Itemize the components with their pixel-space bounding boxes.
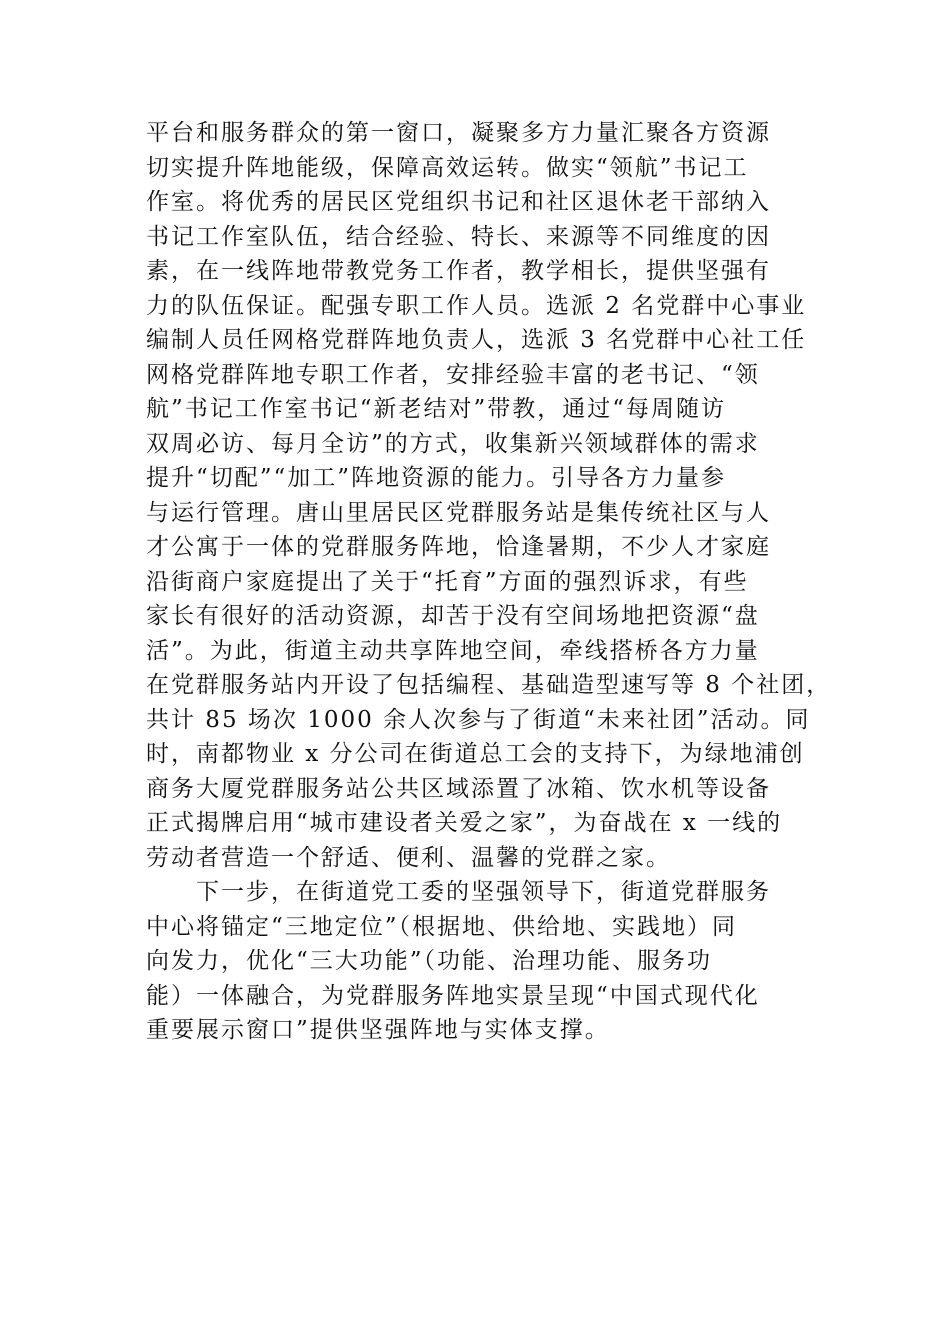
paragraph xyxy=(146,116,832,875)
document-body xyxy=(146,116,832,1048)
text-line: 平台和服务群众的第一窗口，凝聚多方力量汇聚各方资源 xyxy=(146,120,771,146)
text-line: 劳动者营造一个舒适、便利、温馨的党群之家。 xyxy=(146,844,671,871)
text-line: 下一步，在街道党工委的坚强领导下，街道党群服务 xyxy=(196,879,771,905)
text-line: 双周必访、每月全访”的方式，收集新兴领域群体的需求 xyxy=(146,430,760,457)
text-line: 正式揭牌启用“城市建设者关爱之家”，为奋战在 x 一线的 xyxy=(146,810,783,836)
text-line: 共计 85 场次 1000 余人次参与了街道“未来社团”活动。同 xyxy=(146,706,811,733)
text-line: 活”。为此，街道主动共享阵地空间，牵线搭桥各方力量 xyxy=(146,637,760,664)
text-line: 时，南都物业 x 分公司在街道总工会的支持下，为绿地浦创 xyxy=(146,741,805,767)
text-line: 书记工作室队伍，结合经验、特长、来源等不同维度的因 xyxy=(146,223,771,250)
text-line: 向发力，优化“三大功能”（功能、治理功能、服务功 xyxy=(146,948,713,974)
text-line: 沿街商户家庭提出了关于“托育”方面的强烈诉求，有些 xyxy=(146,568,749,595)
text-line: 商务大厦党群服务站公共区域添置了冰箱、饮水机等设备 xyxy=(146,775,771,802)
text-line: 切实提升阵地能级，保障高效运转。做实“领航”书记工 xyxy=(146,154,749,181)
text-line: 编制人员任网格党群阵地负责人，选派 3 名党群中心社工任 xyxy=(146,327,807,353)
text-line: 航”书记工作室书记“新老结对”带教，通过“每周随访 xyxy=(146,396,727,422)
text-line: 网格党群阵地专职工作者，安排经验丰富的老书记、“领 xyxy=(146,361,760,388)
text-line: 力的队伍保证。配强专职工作人员。选派 2 名党群中心事业 xyxy=(146,292,807,319)
text-line: 在党群服务站内开设了包括编程、基础造型速写等 8 个社团， xyxy=(146,672,832,698)
text-line: 能）一体融合，为党群服务阵地实景呈现“中国式现代化 xyxy=(146,982,760,1009)
text-line: 作室。将优秀的居民区党组织书记和社区退休老干部纳入 xyxy=(146,189,771,215)
text-line: 重要展示窗口”提供坚强阵地与实体支撑。 xyxy=(146,1017,610,1043)
text-line: 与运行管理。唐山里居民区党群服务站是集传统社区与人 xyxy=(146,499,771,526)
paragraph xyxy=(146,875,826,1048)
text-line: 家长有很好的活动资源，却苦于没有空间场地把资源“盘 xyxy=(146,603,760,629)
text-line: 素，在一线阵地带教党务工作者，教学相长，提供坚强有 xyxy=(146,258,771,284)
text-line: 中心将锚定“三地定位”（根据地、供给地、实践地）同 xyxy=(146,913,738,940)
text-line: 提升“切配”“加工”阵地资源的能力。引导各方力量参 xyxy=(146,465,727,491)
text-line: 才公寓于一体的党群服务阵地，恰逢暑期，不少人才家庭 xyxy=(146,534,771,560)
